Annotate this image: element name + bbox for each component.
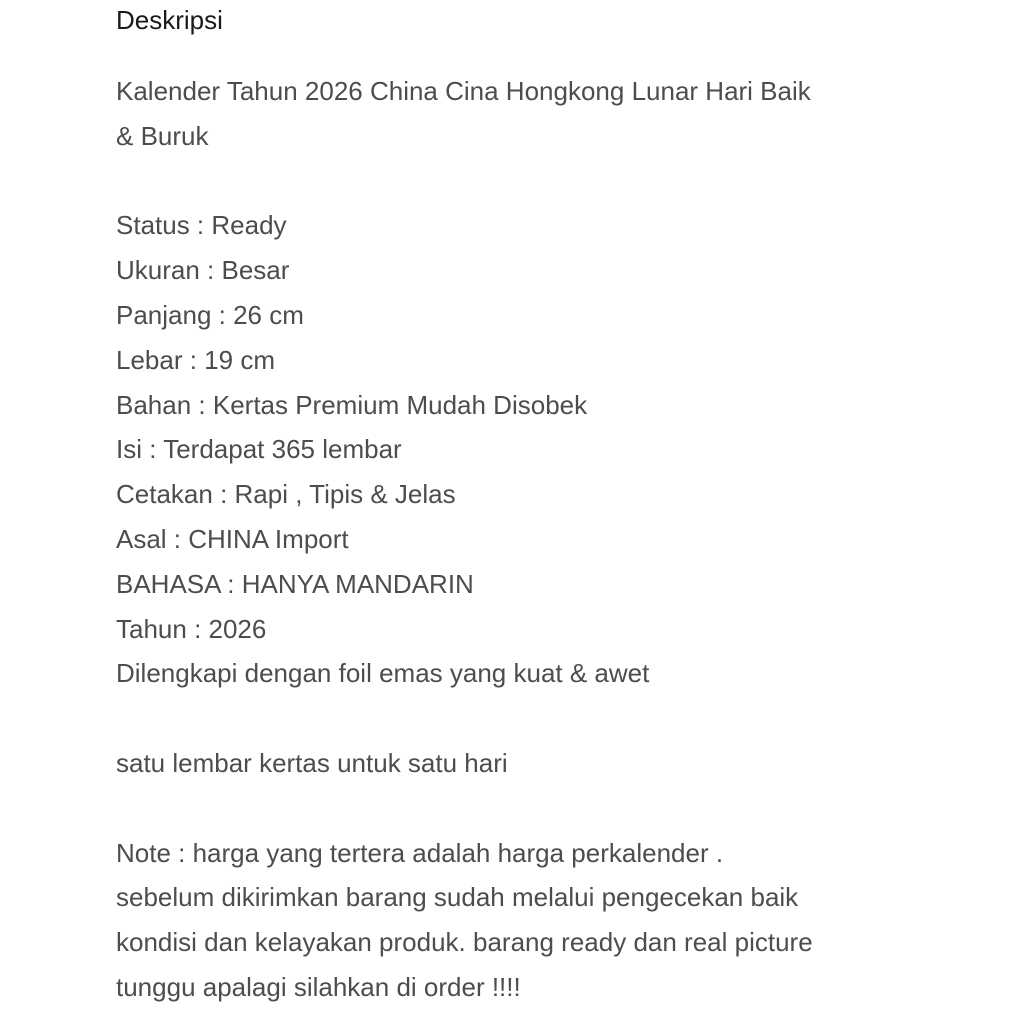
description-body bbox=[116, 69, 916, 1010]
spacer bbox=[116, 696, 916, 741]
spec-status: Status : Ready bbox=[116, 210, 287, 241]
product-title-line: & Buruk bbox=[116, 120, 209, 151]
spec-material: Bahan : Kertas Premium Mudah Disobek bbox=[116, 389, 588, 420]
spec-size: Ukuran : Besar bbox=[116, 255, 290, 286]
spacer bbox=[116, 786, 916, 831]
daily-page-note: satu lembar kertas untuk satu hari bbox=[116, 747, 508, 778]
seller-note-line: sebelum dikirimkan barang sudah melalui pengecekan baik bbox=[116, 882, 799, 913]
seller-note-line: tunggu apalagi silahkan di order !!!! bbox=[116, 971, 521, 1002]
spec-print: Cetakan : Rapi , Tipis & Jelas bbox=[116, 479, 456, 510]
seller-note-line: Note : harga yang tertera adalah harga perkalender . bbox=[116, 837, 724, 868]
seller-note-line: kondisi dan kelayakan produk. barang ready dan real picture bbox=[116, 927, 813, 958]
spec-origin: Asal : CHINA Import bbox=[116, 523, 349, 554]
spec-year: Tahun : 2026 bbox=[116, 613, 267, 644]
product-title-line: Kalender Tahun 2026 China Cina Hongkong Lunar Hari Baik bbox=[116, 76, 811, 106]
spec-foil: Dilengkapi dengan foil emas yang kuat & awet bbox=[116, 658, 650, 689]
spacer bbox=[116, 159, 916, 204]
spec-width: Lebar : 19 cm bbox=[116, 344, 275, 375]
description-heading: Deskripsi bbox=[116, 5, 223, 35]
spec-length: Panjang : 26 cm bbox=[116, 299, 304, 330]
spec-contents: Isi : Terdapat 365 lembar bbox=[116, 434, 402, 465]
spec-language: BAHASA : HANYA MANDARIN bbox=[116, 568, 474, 599]
